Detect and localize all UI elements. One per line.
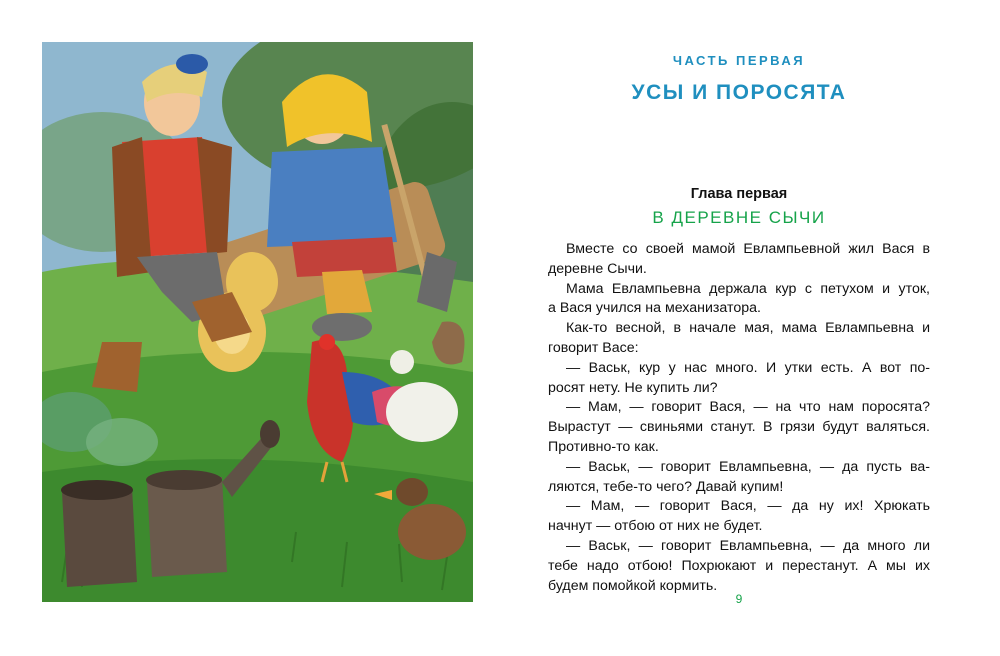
text-line: начнут — отбою от них не будет. [548,518,763,535]
text-page [548,40,930,620]
text-line: говорит Васе: [548,339,639,356]
text-line: Вместе со своей мамой Евлампьевной жил Вася в [566,241,930,257]
text-line: Мама Евлампьевна держала кур с петухом и уток, [566,280,930,297]
text-line: ляются, тебе-то чего? Давай купим! [548,478,784,495]
part-label: ЧАСТЬ ПЕРВАЯ [672,53,806,68]
chapter-body [548,240,930,596]
text-line: а Вася учился на механизатора. [548,300,761,317]
text-line: — Мам, — говорит Вася, — да ну их! Хрюкать [566,498,930,515]
page-number: 9 [735,592,743,606]
text-line: — Васьк, кур у нас много. И утки есть. А вот по- [566,359,930,376]
chapter-title: В ДЕРЕВНЕ СЫЧИ [652,208,826,227]
text-line: росят нету. Не купить ли? [548,379,718,396]
text-line: тебе надо отбою! Похрюкают и перестанут. А мы их [548,557,930,574]
text-line: Вырастут — свиньями станут. В грязи будут валяться. [548,419,930,436]
text-line: Как-то весной, в начале мая, мама Евлампьевна и [566,320,930,337]
text-line: Противно-то как. [548,438,659,455]
text-line: — Васьк, — говорит Евлампьевна, — да пусть ва- [566,458,930,475]
text-line: — Мам, — говорит Вася, — на что нам поросята? [566,399,930,416]
text-line: деревне Сычи. [548,260,647,277]
part-title: УСЫ И ПОРОСЯТА [631,81,847,104]
illustration-art [42,42,473,602]
text-line: — Васьк, — говорит Евлампьевна, — да много ли [566,537,930,554]
chapter-label: Глава первая [690,186,788,202]
book-illustration [42,42,473,602]
text-line: будем помойкой кормить. [548,577,718,594]
